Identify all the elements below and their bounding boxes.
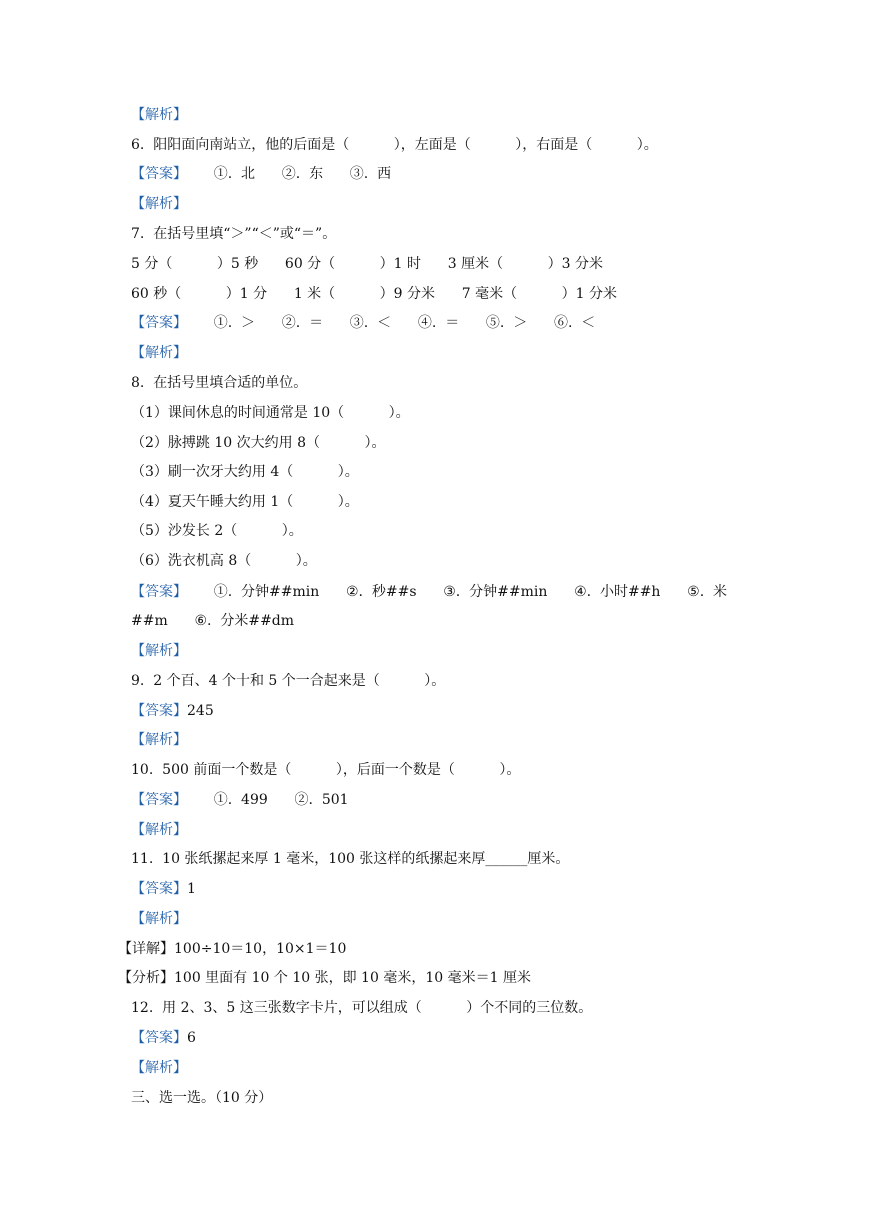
section-tag: 【答案】	[131, 315, 187, 331]
question-line	[131, 225, 336, 243]
answer-line	[131, 583, 727, 601]
line-text: 三、选一选。（10 分）	[131, 1090, 273, 1106]
question-line	[131, 255, 603, 273]
line-text: 6	[187, 1030, 196, 1046]
question-line	[131, 493, 359, 511]
line-text: ①. 499 ②. 501	[187, 792, 349, 808]
section-tag: 【答案】	[131, 166, 187, 182]
line-text: 245	[187, 703, 214, 719]
question-line	[131, 374, 307, 392]
line-text: 60 秒（ ）1 分 1 米（ ）9 分米 7 毫米（ ）1 分米	[131, 286, 617, 302]
answer-line	[131, 702, 214, 720]
section-tag: 【解析】	[131, 196, 187, 212]
section-tag: 【答案】	[131, 703, 187, 719]
section-tag: 【解析】	[131, 345, 187, 361]
question-line	[131, 612, 294, 630]
answer-line	[131, 1059, 187, 1077]
line-text: （1）课间休息的时间通常是 10（ ）。	[131, 405, 410, 421]
question-line	[131, 285, 617, 303]
section-tag: 【解析】	[131, 107, 187, 123]
question-line	[131, 463, 359, 481]
question-line	[131, 1089, 272, 1107]
answer-line	[131, 821, 187, 839]
line-text: 1	[187, 881, 196, 897]
answer-line	[131, 791, 349, 809]
answer-line	[131, 165, 391, 183]
question-line	[131, 999, 592, 1017]
answer-line	[131, 314, 595, 332]
answer-line	[131, 344, 187, 362]
line-text: ##m ⑥. 分米##dm	[131, 613, 295, 629]
line-text: ①. ＞ ②. ＝ ③. ＜ ④. ＝ ⑤. ＞ ⑥. ＜	[187, 315, 596, 331]
line-text: 8. 在括号里填合适的单位。	[131, 375, 308, 391]
answer-line	[131, 880, 196, 898]
line-text: （4）夏天午睡大约用 1（ ）。	[131, 494, 359, 510]
question-line	[131, 404, 410, 422]
section-tag: 【解析】	[131, 822, 187, 838]
section-tag: 【解析】	[131, 732, 187, 748]
question-line	[131, 850, 569, 868]
section-tag: 【答案】	[131, 584, 187, 600]
question-line	[131, 552, 317, 570]
line-text: 100 里面有 10 个 10 张，即 10 毫米，10 毫米＝1 厘米	[174, 970, 531, 986]
line-text: 12. 用 2、3、5 这三张数字卡片，可以组成（ ）个不同的三位数。	[131, 1000, 593, 1016]
question-line	[131, 761, 520, 779]
answer-line	[131, 1029, 196, 1047]
line-text: 100÷10＝10，10×1＝10	[174, 941, 347, 957]
line-text: 7. 在括号里填“＞”“＜”或“＝”。	[131, 226, 337, 242]
question-line	[131, 522, 303, 540]
line-text: 5 分（ ）5 秒 60 分（ ）1 时 3 厘米（ ）3 分米	[131, 256, 603, 272]
section-tag: 【解析】	[131, 911, 187, 927]
line-text: ①. 北 ②. 东 ③. 西	[187, 166, 392, 182]
line-text: （5）沙发长 2（ ）。	[131, 523, 303, 539]
answer-line	[131, 910, 187, 928]
section-tag: 【解析】	[131, 1060, 187, 1076]
section-tag: 【详解】	[118, 941, 174, 957]
section-tag: 【答案】	[131, 792, 187, 808]
answer-line	[118, 969, 531, 987]
answer-line	[131, 642, 187, 660]
line-text: （2）脉搏跳 10 次大约用 8（ ）。	[131, 435, 386, 451]
section-tag: 【答案】	[131, 881, 187, 897]
section-tag: 【解析】	[131, 643, 187, 659]
answer-line	[131, 195, 187, 213]
question-line	[131, 434, 385, 452]
answer-line	[131, 731, 187, 749]
section-tag: 【分析】	[118, 970, 174, 986]
line-text: 6. 阳阳面向南站立，他的后面是（ ），左面是（ ），右面是（ ）。	[131, 137, 658, 153]
answer-line	[131, 106, 187, 124]
line-text: ①. 分钟##min ②. 秒##s ③. 分钟##min ④. 小时##h ⑤. 米	[187, 584, 728, 600]
line-text: （3）刷一次牙大约用 4（ ）。	[131, 464, 359, 480]
line-text: （6）洗衣机高 8（ ）。	[131, 553, 317, 569]
question-line	[131, 136, 658, 154]
answer-line	[118, 940, 346, 958]
section-tag: 【答案】	[131, 1030, 187, 1046]
question-line	[131, 672, 445, 690]
line-text: 10. 500 前面一个数是（ ），后面一个数是（ ）。	[131, 762, 521, 778]
line-text: 9. 2 个百、4 个十和 5 个一合起来是（ ）。	[131, 673, 446, 689]
line-text: 11. 10 张纸摞起来厚 1 毫米，100 张这样的纸摞起来厚______厘米。	[131, 851, 570, 867]
